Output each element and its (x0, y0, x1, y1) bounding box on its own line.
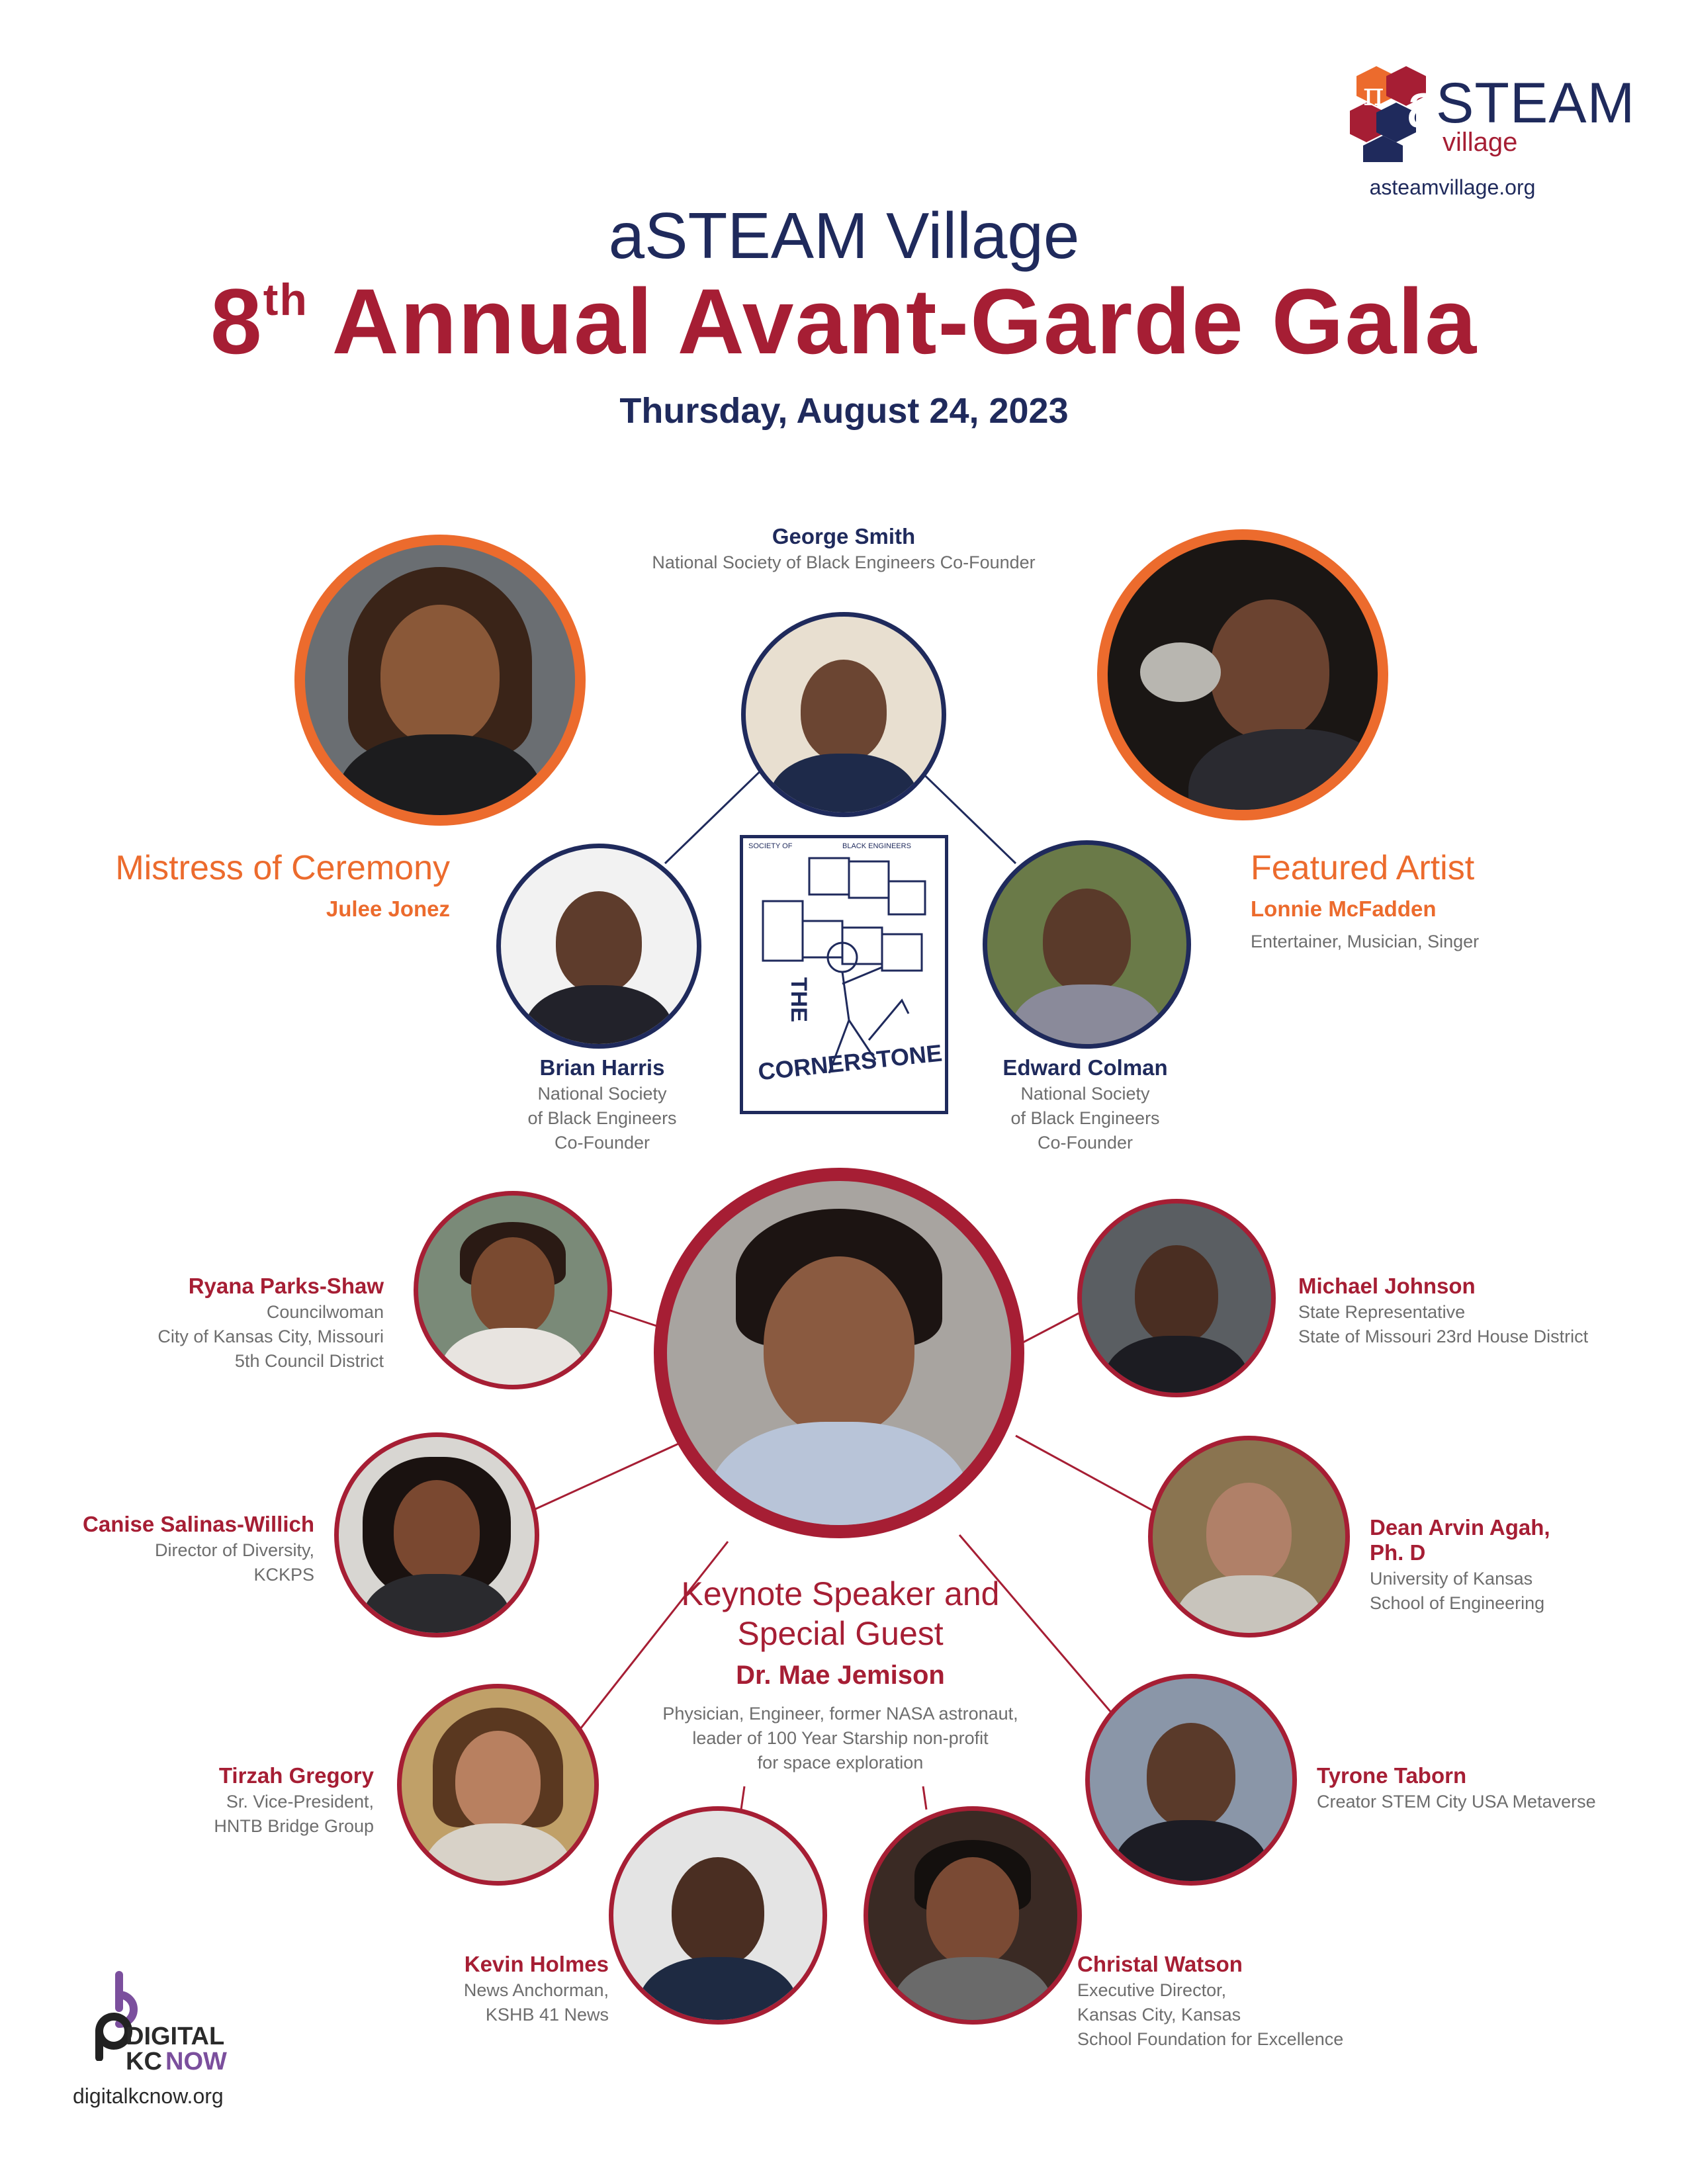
keynote-desc-2: leader of 100 Year Starship non-profit (692, 1728, 989, 1748)
org-name: aSTEAM Village (608, 199, 1080, 272)
kevin-holmes-photo (609, 1806, 827, 2025)
kevin-line-2: KSHB 41 News (485, 2005, 609, 2025)
poster-left-text: SOCIETY OF (748, 842, 793, 850)
logo-pi: π (1363, 76, 1384, 113)
dean-line-1: University of Kansas (1370, 1569, 1533, 1589)
edward-name: Edward Colman (1002, 1055, 1168, 1080)
cornerstone-poster (740, 835, 948, 1114)
edward-colman-photo (983, 840, 1191, 1049)
trumpet-shape (1140, 642, 1221, 702)
poster-word-the: THE (786, 977, 811, 1022)
edward-role-3: Co-Founder (1037, 1133, 1133, 1153)
ryana-line-1: Councilwoman (266, 1302, 384, 1322)
ordinal: 8 (210, 269, 263, 373)
poster-word-cornerstone: CORNERSTONE (756, 1039, 944, 1086)
george-name: George Smith (772, 524, 916, 548)
christal-watson-photo (864, 1806, 1082, 2025)
dean-arvin-agah-photo (1148, 1436, 1350, 1638)
digital-kc-now-logo (79, 1968, 278, 2084)
logo-wordmark: STEAM (1436, 71, 1636, 135)
christal-line-1: Executive Director, (1077, 1980, 1227, 2000)
michael-line-1: State Representative (1298, 1302, 1466, 1322)
keynote-heading-1: Keynote Speaker and (681, 1575, 1000, 1612)
canise-salinas-willich-photo (334, 1432, 539, 1638)
lonnie-mcfadden-photo (1097, 529, 1388, 820)
brand-word-now: NOW (165, 2048, 227, 2075)
brian-harris-photo (496, 844, 701, 1049)
keynote-heading-2: Special Guest (737, 1615, 944, 1652)
artist-role: Entertainer, Musician, Singer (1251, 932, 1480, 951)
dean-name-1: Dean Arvin Agah, (1370, 1515, 1550, 1540)
tyrone-name: Tyrone Taborn (1317, 1763, 1467, 1788)
tirzah-name: Tirzah Gregory (218, 1763, 374, 1788)
keynote-desc-1: Physician, Engineer, former NASA astronaut, (662, 1704, 1018, 1724)
event-date: Thursday, August 24, 2023 (619, 391, 1069, 431)
brand-word-digital: DIGITAL (126, 2023, 225, 2050)
kevin-line-1: News Anchorman, (463, 1980, 609, 2000)
michael-line-2: State of Missouri 23rd House District (1298, 1327, 1589, 1346)
brian-name: Brian Harris (539, 1055, 665, 1080)
mistress-heading: Mistress of Ceremony (115, 849, 450, 887)
michael-name: Michael Johnson (1298, 1274, 1476, 1298)
canise-name: Canise Salinas-Willich (83, 1512, 314, 1536)
ryana-parks-shaw-photo (414, 1191, 612, 1389)
ryana-line-3: 5th Council District (234, 1351, 384, 1371)
edward-role-1: National Society (1020, 1084, 1150, 1104)
brian-role-1: National Society (537, 1084, 667, 1104)
tyrone-line-1: Creator STEM City USA Metaverse (1317, 1792, 1596, 1812)
digital-kc-url[interactable]: digitalkcnow.org (73, 2084, 224, 2108)
edward-role-2: of Black Engineers (1010, 1108, 1160, 1128)
artist-name: Lonnie McFadden (1251, 896, 1437, 921)
asteam-url[interactable]: asteamvillage.org (1369, 175, 1536, 199)
logo-prefix: a (1406, 70, 1442, 141)
michael-johnson-photo (1077, 1199, 1276, 1397)
christal-name: Christal Watson (1077, 1952, 1243, 1976)
tirzah-gregory-photo (397, 1684, 599, 1886)
keynote-name: Dr. Mae Jemison (736, 1661, 945, 1690)
title-text: Annual Avant-Garde Gala (332, 269, 1478, 373)
brian-role-2: of Black Engineers (527, 1108, 677, 1128)
julee-jonez-photo (294, 535, 586, 826)
dean-name-2: Ph. D (1370, 1540, 1426, 1565)
canise-line-2: KCKPS (253, 1565, 314, 1585)
christal-line-2: Kansas City, Kansas (1077, 2005, 1241, 2025)
keynote-desc-3: for space exploration (757, 1753, 924, 1772)
kevin-name: Kevin Holmes (464, 1952, 609, 1976)
mae-jemison-photo (654, 1168, 1024, 1538)
ryana-name: Ryana Parks-Shaw (188, 1274, 384, 1298)
logo-village: village (1443, 128, 1518, 157)
dean-line-2: School of Engineering (1370, 1593, 1545, 1613)
george-role: National Society of Black Engineers Co-Founder (652, 552, 1036, 572)
christal-line-3: School Foundation for Excellence (1077, 2029, 1344, 2049)
tirzah-line-2: HNTB Bridge Group (214, 1816, 374, 1836)
ryana-line-2: City of Kansas City, Missouri (157, 1327, 384, 1346)
ordinal-suffix: th (263, 275, 308, 325)
tirzah-line-1: Sr. Vice-President, (226, 1792, 374, 1812)
george-smith-photo (741, 612, 946, 817)
asteam-logo (1350, 63, 1636, 169)
brian-role-3: Co-Founder (554, 1133, 650, 1153)
mistress-name: Julee Jonez (326, 896, 450, 921)
tyrone-taborn-photo (1085, 1674, 1297, 1886)
poster-right-text: BLACK ENGINEERS (842, 842, 911, 850)
gala-title (0, 268, 1688, 375)
brand-word-kc: KC (126, 2048, 162, 2075)
canise-line-1: Director of Diversity, (154, 1540, 314, 1560)
artist-heading: Featured Artist (1251, 849, 1475, 887)
